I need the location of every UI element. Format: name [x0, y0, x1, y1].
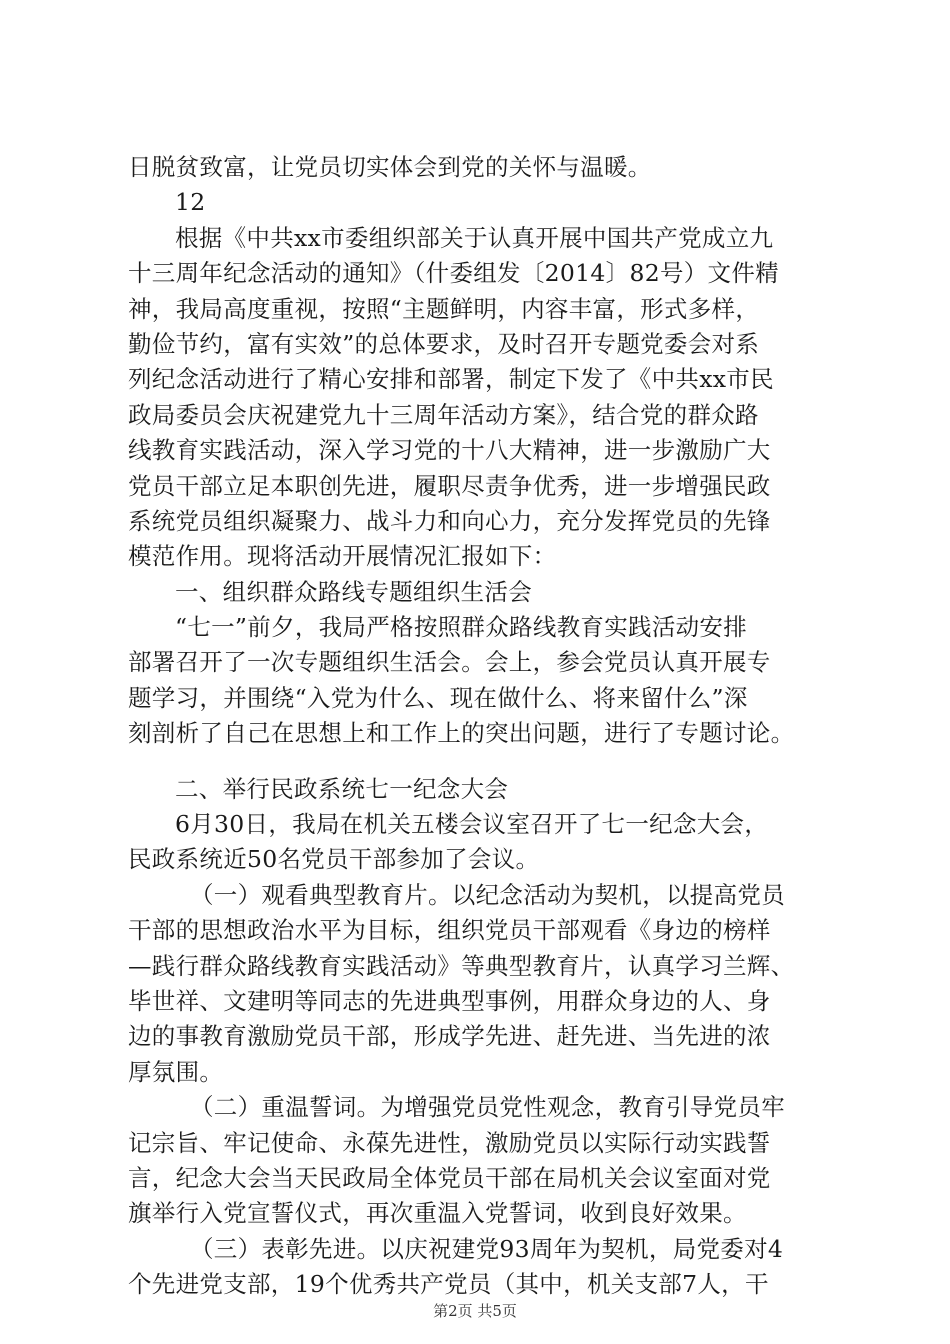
text-line: 勤俭节约，富有实效”的总体要求，及时召开专题党委会对系: [128, 329, 760, 358]
text-line: 神，我局高度重视，按照“主题鲜明，内容丰富，形式多样，: [128, 294, 760, 323]
text-line: 线教育实践活动，深入学习党的十八大精神，进一步激励广大: [128, 436, 771, 465]
text-line: 党员干部立足本职创先进，履职尽责争优秀，进一步增强民政: [128, 471, 771, 500]
text-line: 干部的思想政治水平为目标，组织党员干部观看《身边的榜样: [128, 916, 771, 945]
text-line: 旗举行入党宣誓仪式，再次重温入党誓词，收到良好效果。: [128, 1199, 747, 1228]
text-line: 民政系统近50名党员干部参加了会议。: [128, 845, 540, 874]
text-line: 系统党员组织凝聚力、战斗力和向心力，充分发挥党员的先锋: [128, 506, 771, 535]
text-line: —践行群众路线教育实践活动》等典型教育片，认真学习兰辉、: [128, 951, 795, 980]
text-line: 毕世祥、文建明等同志的先进典型事例，用群众身边的人、身: [128, 986, 771, 1015]
text-line: 记宗旨、牢记使命、永葆先进性，激励党员以实际行动实践誓: [128, 1128, 771, 1157]
text-line: 部署召开了一次专题组织生活会。会上，参会党员认真开展专: [128, 648, 771, 677]
text-line: 边的事教育激励党员干部，形成学先进、赶先进、当先进的浓: [128, 1022, 771, 1051]
document-body: [128, 150, 828, 1303]
text-line: 刻剖析了自己在思想上和工作上的突出问题，进行了专题讨论。: [128, 719, 795, 748]
section-heading: 二、举行民政系统七一纪念大会: [175, 774, 509, 803]
text-line: 根据《中共xx市委组织部关于认真开展中国共产党成立九: [175, 223, 774, 252]
text-line: 模范作用。现将活动开展情况汇报如下：: [128, 542, 557, 571]
text-line: 题学习，并围绕“入党为什么、现在做什么、将来留什么”深: [128, 683, 748, 712]
text-line: （一）观看典型教育片。以纪念活动为契机，以提高党员: [190, 880, 785, 909]
text-line: 个先进党支部，19个优秀共产党员（其中，机关支部7人，干: [128, 1270, 769, 1299]
text-line: （二）重温誓词。为增强党员党性观念，教育引导党员牢: [190, 1093, 785, 1122]
text-line: 十三周年纪念活动的通知》（什委组发〔2014〕82号）文件精: [128, 259, 779, 288]
text-line: 列纪念活动进行了精心安排和部署，制定下发了《中共xx市民: [128, 365, 774, 394]
text-line: “七一”前夕，我局严格按照群众路线教育实践活动安排: [175, 613, 748, 642]
text-line: 12: [175, 188, 206, 217]
text-line: 言，纪念大会当天民政局全体党员干部在局机关会议室面对党: [128, 1163, 771, 1192]
paragraph-gap: [128, 752, 828, 772]
text-line: 厚氛围。: [128, 1057, 224, 1086]
text-line: 政局委员会庆祝建党九十三周年活动方案》，结合党的群众路: [128, 400, 759, 429]
page-footer: 第2页 共5页: [433, 1302, 517, 1320]
section-heading: 一、组织群众路线专题组织生活会: [175, 577, 532, 606]
text-line: 日脱贫致富，让党员切实体会到党的关怀与温暖。: [128, 153, 652, 181]
text-line: 6月30日，我局在机关五楼会议室召开了七一纪念大会，: [175, 810, 769, 839]
text-line: （三）表彰先进。以庆祝建党93周年为契机，局党委对4: [190, 1234, 784, 1263]
